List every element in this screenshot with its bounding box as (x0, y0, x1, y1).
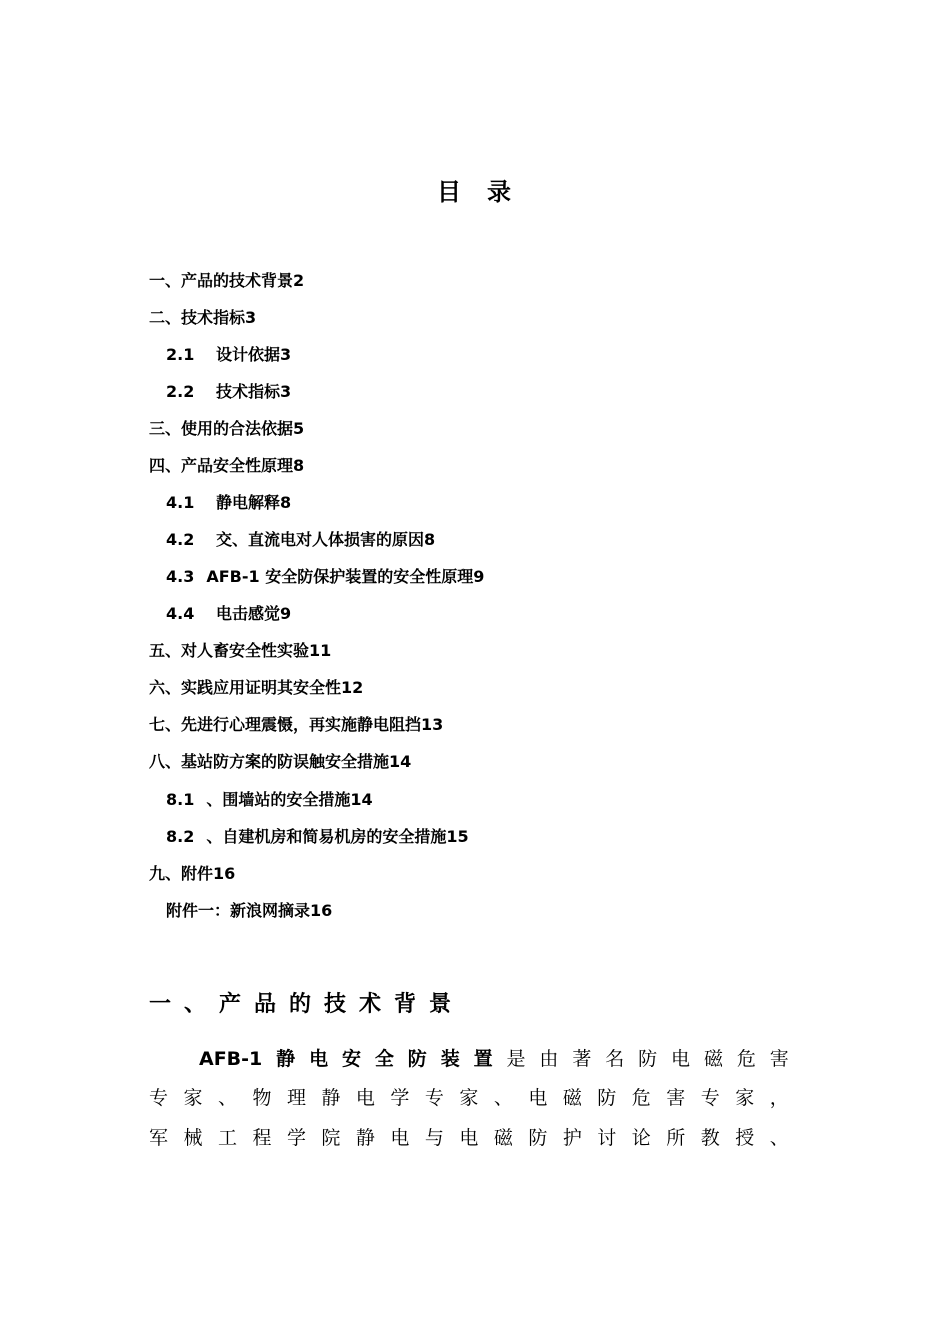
toc-item-number: 4.1 (166, 493, 195, 512)
text-char: 理 (286, 1087, 306, 1109)
text-char: 论 (631, 1127, 651, 1149)
text-char: 家 (735, 1087, 755, 1109)
text-char: 院 (321, 1127, 341, 1149)
text-char: 名 (605, 1048, 625, 1070)
toc-item-page: 14 (389, 752, 412, 771)
toc-item-label: 静电解释 (216, 493, 281, 512)
text-char: 授 (735, 1127, 755, 1149)
text-char: 是 (506, 1048, 526, 1070)
text-char: 磁 (493, 1127, 513, 1149)
toc-item-page: 12 (341, 678, 364, 697)
toc-item[interactable] (166, 901, 332, 921)
toc-item-page: 16 (213, 864, 236, 883)
text-char: 与 (424, 1127, 444, 1149)
toc-item[interactable] (166, 827, 469, 847)
toc-item-page: 15 (446, 827, 469, 846)
bold-text: 置 (473, 1048, 493, 1070)
toc-item-page: 8 (293, 456, 305, 475)
text-char: 危 (736, 1048, 756, 1070)
toc-item-label: 二、技术指标 (149, 308, 246, 327)
text-char: 、 (769, 1127, 789, 1149)
text-char: 、 (217, 1087, 237, 1109)
toc-item-page: 8 (424, 530, 436, 549)
paragraph-line (149, 1085, 789, 1111)
toc-item-page: 5 (293, 419, 305, 438)
text-char: 专 (700, 1087, 720, 1109)
toc-item-page: 9 (473, 567, 485, 586)
toc-item-page: 13 (421, 715, 444, 734)
toc-item[interactable] (149, 641, 331, 661)
toc-item[interactable] (166, 604, 291, 624)
section-heading: 一、产品的技术背景 (149, 992, 465, 1017)
text-char: ， (769, 1087, 789, 1109)
text-char: 电 (390, 1127, 410, 1149)
toc-item-label: 技术指标 (216, 382, 281, 401)
toc-item[interactable] (149, 752, 411, 772)
bold-text: 装 (440, 1048, 460, 1070)
text-char: 讨 (597, 1127, 617, 1149)
toc-item-label: 设计依据 (216, 345, 281, 364)
bold-text: 静 (276, 1048, 296, 1070)
text-char: 专 (424, 1087, 444, 1109)
text-char: 学 (390, 1087, 410, 1109)
bold-text: 全 (374, 1048, 394, 1070)
toc-item-label: 八、基站防方案的防误触安全措施 (149, 752, 390, 771)
bold-text: 防 (407, 1048, 427, 1070)
text-char: 所 (666, 1127, 686, 1149)
toc-item-page: 3 (280, 345, 292, 364)
text-char: 著 (572, 1048, 592, 1070)
toc-title-char-2: 录 (487, 178, 513, 206)
toc-item-label: 、自建机房和简易机房的安全措施 (206, 827, 447, 846)
text-char: 磁 (703, 1048, 723, 1070)
toc-item-number: 2.1 (166, 345, 195, 364)
bold-text: AFB-1 (199, 1048, 263, 1070)
toc-item-label: 电击感觉 (216, 604, 281, 623)
text-char: 电 (528, 1087, 548, 1109)
toc-item-label: AFB-1 安全防保护装置的安全性原理 (206, 567, 474, 586)
toc-item-label: 七、先进行心理震慑，再实施静电阻挡 (149, 715, 422, 734)
text-char: 危 (631, 1087, 651, 1109)
bold-text: 安 (341, 1048, 361, 1070)
toc-item[interactable] (166, 345, 291, 365)
text-char: 害 (666, 1087, 686, 1109)
text-char: 防 (528, 1127, 548, 1149)
toc-item[interactable] (166, 382, 291, 402)
toc-item-number: 8.2 (166, 827, 195, 846)
toc-item-label: 五、对人畜安全性实验 (149, 641, 310, 660)
toc-item-page: 3 (280, 382, 292, 401)
toc-item-page: 16 (310, 901, 333, 920)
text-char: 家 (183, 1087, 203, 1109)
text-char: 害 (769, 1048, 789, 1070)
text-char: 、 (493, 1087, 513, 1109)
toc-item-label: 、围墙站的安全措施 (206, 790, 351, 809)
toc-item[interactable] (149, 678, 363, 698)
text-char: 磁 (562, 1087, 582, 1109)
paragraph-line (199, 1046, 789, 1072)
toc-item-page: 2 (293, 271, 305, 290)
toc-item[interactable] (166, 530, 435, 550)
text-char: 军 (149, 1127, 169, 1149)
text-char: 学 (286, 1127, 306, 1149)
text-char: 护 (562, 1127, 582, 1149)
text-char: 物 (252, 1087, 272, 1109)
toc-item-label: 一、产品的技术背景 (149, 271, 294, 290)
toc-item[interactable] (149, 419, 304, 439)
text-char: 工 (217, 1127, 237, 1149)
paragraph-line (149, 1125, 789, 1151)
toc-item-number: 4.2 (166, 530, 195, 549)
toc-item[interactable] (149, 271, 304, 291)
toc-item-label: 附件一：新浪网摘录 (166, 901, 311, 920)
toc-item-number: 4.4 (166, 604, 195, 623)
toc-item-number: 4.3 (166, 567, 195, 586)
toc-title (0, 172, 950, 207)
toc-item-number: 8.1 (166, 790, 195, 809)
text-char: 静 (321, 1087, 341, 1109)
toc-item-label: 三、使用的合法依据 (149, 419, 294, 438)
toc-item-label: 交、直流电对人体损害的原因 (216, 530, 425, 549)
toc-item[interactable] (149, 864, 235, 884)
toc-item-label: 四、产品安全性原理 (149, 456, 294, 475)
text-char: 家 (459, 1087, 479, 1109)
toc-item-page: 11 (309, 641, 332, 660)
text-char: 电 (671, 1048, 691, 1070)
text-char: 防 (638, 1048, 658, 1070)
text-char: 程 (252, 1127, 272, 1149)
toc-item-page: 8 (280, 493, 292, 512)
text-char: 静 (355, 1127, 375, 1149)
toc-item[interactable] (149, 456, 304, 476)
toc-item-number: 2.2 (166, 382, 195, 401)
toc-item[interactable] (166, 790, 373, 810)
toc-item[interactable] (166, 493, 291, 513)
text-char: 专 (149, 1087, 169, 1109)
text-char: 电 (459, 1127, 479, 1149)
toc-item[interactable] (149, 715, 443, 735)
toc-item-page: 9 (280, 604, 292, 623)
text-char: 教 (700, 1127, 720, 1149)
toc-item-label: 六、实践应用证明其安全性 (149, 678, 342, 697)
text-char: 由 (539, 1048, 559, 1070)
text-char: 械 (183, 1127, 203, 1149)
toc-item-page: 14 (350, 790, 373, 809)
toc-item-page: 3 (245, 308, 257, 327)
toc-item[interactable] (149, 308, 256, 328)
text-char: 电 (355, 1087, 375, 1109)
toc-item-label: 九、附件 (149, 864, 214, 883)
toc-title-char-1: 目 (437, 178, 463, 206)
toc-item[interactable] (166, 567, 484, 587)
text-char: 防 (597, 1087, 617, 1109)
bold-text: 电 (309, 1048, 329, 1070)
